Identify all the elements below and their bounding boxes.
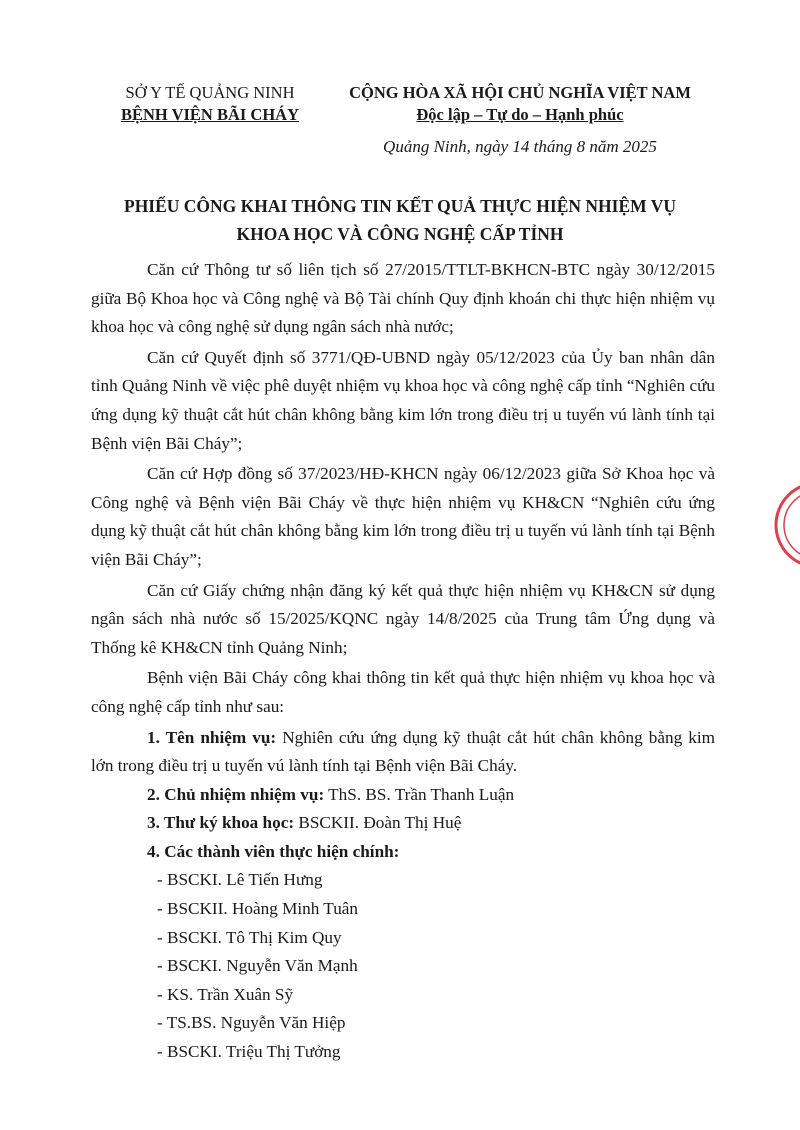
leader-item (91, 781, 715, 810)
legal-basis-paragraph: Căn cứ Hợp đồng số 37/2023/HĐ-KHCN ngày 06/12/2023 giữa Sở Khoa học và Công nghệ và Bệnh viện Bãi Cháy về thực hiện nhiệm vụ KH&CN “Nghiên cứu ứng dụng kỹ thuật cắt hút chân không bằng kim lớn trong điều trị u tuyến vú lành tính tại Bệnh viện Bãi Cháy”; (91, 464, 715, 569)
member-list-item: - BSCKI. Triệu Thị Tưởng (157, 1042, 341, 1062)
task-name-label: 1. Tên nhiệm vụ: (147, 727, 277, 747)
document-title (80, 192, 720, 248)
leader-label: 2. Chủ nhiệm nhiệm vụ: (147, 784, 325, 804)
document-body (91, 256, 715, 1067)
legal-basis-paragraph: Căn cứ Quyết định số 3771/QĐ-UBND ngày 05/12/2023 của Ủy ban nhân dân tỉnh Quảng Ninh về việc phê duyệt nhiệm vụ khoa học và công nghệ cấp tỉnh “Nghiên cứu ứng dụng kỹ thuật cắt hút chân không bằng kim lớn trong điều trị u tuyến vú lành tính tại Bệnh viện Bãi Cháy”; (91, 347, 715, 453)
document-date: Quảng Ninh, ngày 14 tháng 8 năm 2025 (383, 137, 657, 156)
title-line-2: KHOA HỌC VÀ CÔNG NGHỆ CẤP TỈNH (236, 224, 564, 244)
member-list-item: - BSCKI. Tô Thị Kim Quy (157, 927, 342, 947)
seal-outer-ring (776, 483, 800, 567)
issuer-hospital: BỆNH VIỆN BÃI CHÁY (120, 105, 300, 124)
task-name-item (91, 724, 715, 781)
secretary-item (91, 809, 715, 838)
legal-basis-paragraph: Căn cứ Giấy chứng nhận đăng ký kết quả thực hiện nhiệm vụ KH&CN sử dụng ngân sách nhà nước số 15/2025/KQNC ngày 14/8/2025 của Trung tâm Ứng dụng và Thống kê KH&CN tỉnh Quảng Ninh; (91, 580, 715, 657)
members-item (91, 838, 715, 867)
member-list-item: - BSCKI. Lê Tiến Hưng (157, 870, 323, 890)
legal-basis-paragraph: Căn cứ Thông tư số liên tịch số 27/2015/TTLT-BKHCN-BTC ngày 30/12/2015 giữa Bộ Khoa học và Công nghệ và Bộ Tài chính Quy định khoán chi thực hiện nhiệm vụ khoa học và công nghệ sử dụng ngân sách nhà nước; (91, 260, 715, 337)
leader-value: ThS. BS. Trần Thanh Luận (328, 784, 515, 804)
red-seal-stamp (760, 475, 800, 575)
seal-inner-ring (784, 491, 800, 559)
member-list-item: - TS.BS. Nguyễn Văn Hiệp (157, 1013, 346, 1033)
member-list-item: - BSCKII. Hoàng Minh Tuân (157, 899, 359, 919)
member-list-item: - KS. Trần Xuân Sỹ (157, 984, 294, 1004)
secretary-label: 3. Thư ký khoa học: (147, 813, 295, 833)
motto: Độc lập – Tự do – Hạnh phúc (416, 105, 624, 124)
secretary-value: BSCKII. Đoàn Thị Huệ (298, 813, 462, 833)
members-label: 4. Các thành viên thực hiện chính: (147, 841, 400, 861)
national-motto-block (330, 82, 710, 126)
country-name: CỘNG HÒA XÃ HỘI CHỦ NGHĨA VIỆT NAM (349, 83, 691, 102)
task-name-value: Nghiên cứu ứng dụng kỹ thuật cắt hút chân không bằng kim lớn trong điều trị u tuyến vú lành tính tại Bệnh viện Bãi Cháy. (91, 727, 716, 776)
title-line-1: PHIẾU CÔNG KHAI THÔNG TIN KẾT QUẢ THỰC HIỆN NHIỆM VỤ (124, 196, 676, 216)
member-list-item: - BSCKI. Nguyễn Văn Mạnh (157, 956, 358, 976)
issuer-block (95, 82, 325, 126)
issuer-department: SỞ Y TẾ QUẢNG NINH (125, 83, 295, 102)
intro-paragraph: Bệnh viện Bãi Cháy công khai thông tin kết quả thực hiện nhiệm vụ khoa học và công nghệ cấp tỉnh như sau: (91, 668, 715, 716)
